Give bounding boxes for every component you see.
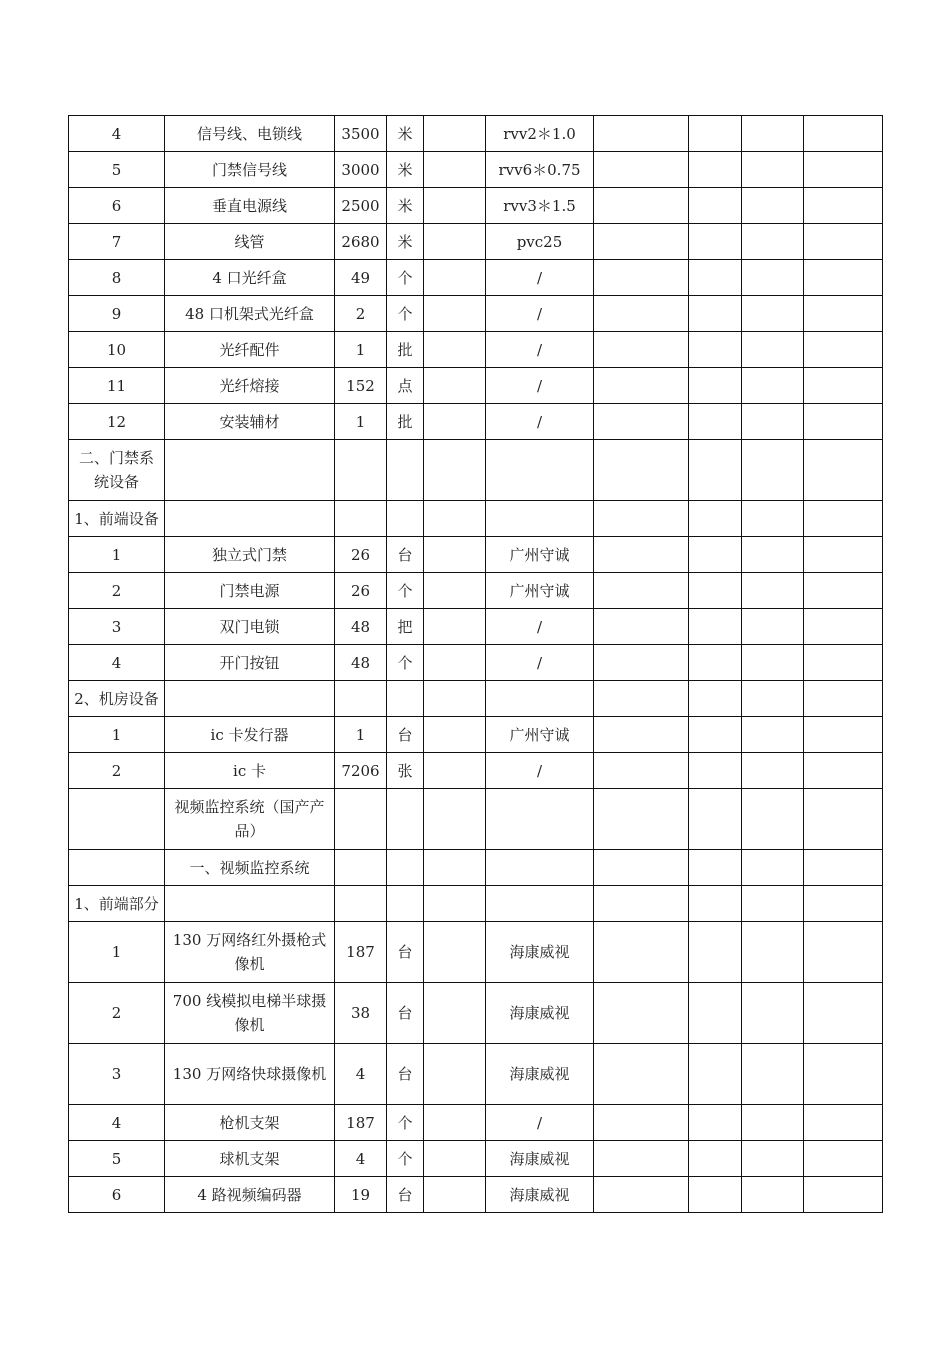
cell-blank: [424, 152, 486, 188]
cell-qty: 38: [335, 983, 387, 1044]
cell-brand: /: [486, 332, 594, 368]
cell-no: 6: [69, 188, 165, 224]
cell-blank: [804, 573, 883, 609]
cell-blank: [594, 188, 689, 224]
cell-blank: [742, 1044, 804, 1105]
cell-no: 7: [69, 224, 165, 260]
cell-blank: [594, 983, 689, 1044]
cell-blank: [424, 440, 486, 501]
cell-unit: [387, 440, 424, 501]
cell-blank: [424, 260, 486, 296]
cell-brand: /: [486, 260, 594, 296]
cell-blank: [742, 332, 804, 368]
cell-blank: [742, 609, 804, 645]
cell-qty: [335, 850, 387, 886]
cell-blank: [594, 1105, 689, 1141]
table-row: [69, 116, 883, 152]
cell-blank: [689, 152, 742, 188]
cell-no: 4: [69, 645, 165, 681]
cell-blank: [742, 1141, 804, 1177]
cell-blank: [689, 850, 742, 886]
table-row: [69, 404, 883, 440]
cell-blank: [804, 1044, 883, 1105]
cell-blank: [804, 789, 883, 850]
cell-unit: 米: [387, 152, 424, 188]
cell-qty: 1: [335, 717, 387, 753]
cell-blank: [689, 609, 742, 645]
cell-blank: [594, 332, 689, 368]
cell-name: 700 线模拟电梯半球摄像机: [165, 983, 335, 1044]
cell-blank: [804, 501, 883, 537]
cell-qty: [335, 501, 387, 537]
cell-blank: [594, 224, 689, 260]
cell-blank: [742, 260, 804, 296]
cell-no: 1、前端设备: [69, 501, 165, 537]
cell-brand: 海康威视: [486, 922, 594, 983]
cell-qty: 26: [335, 537, 387, 573]
cell-blank: [742, 296, 804, 332]
cell-blank: [742, 368, 804, 404]
cell-blank: [742, 886, 804, 922]
cell-unit: 台: [387, 983, 424, 1044]
cell-blank: [804, 1141, 883, 1177]
cell-qty: [335, 440, 387, 501]
cell-blank: [424, 717, 486, 753]
cell-blank: [424, 188, 486, 224]
table-row: [69, 609, 883, 645]
cell-name: 130 万网络红外摄枪式像机: [165, 922, 335, 983]
cell-blank: [594, 573, 689, 609]
cell-blank: [594, 609, 689, 645]
cell-blank: [689, 922, 742, 983]
cell-blank: [689, 1177, 742, 1213]
cell-brand: [486, 440, 594, 501]
cell-qty: 2680: [335, 224, 387, 260]
cell-name: [165, 440, 335, 501]
cell-no: 10: [69, 332, 165, 368]
cell-unit: 米: [387, 224, 424, 260]
cell-blank: [594, 645, 689, 681]
cell-no: 1: [69, 717, 165, 753]
cell-blank: [594, 368, 689, 404]
cell-blank: [804, 116, 883, 152]
table-row: [69, 368, 883, 404]
cell-blank: [742, 440, 804, 501]
cell-blank: [424, 116, 486, 152]
cell-unit: [387, 850, 424, 886]
table-row: [69, 188, 883, 224]
cell-blank: [594, 501, 689, 537]
cell-qty: [335, 886, 387, 922]
cell-blank: [594, 1044, 689, 1105]
cell-name: 双门电锁: [165, 609, 335, 645]
cell-qty: 1: [335, 332, 387, 368]
cell-blank: [804, 983, 883, 1044]
cell-blank: [742, 681, 804, 717]
table-row: [69, 789, 883, 850]
table-row: [69, 645, 883, 681]
cell-blank: [689, 116, 742, 152]
cell-blank: [804, 440, 883, 501]
cell-unit: 批: [387, 332, 424, 368]
table-row: [69, 983, 883, 1044]
cell-blank: [594, 440, 689, 501]
cell-blank: [804, 260, 883, 296]
cell-brand: /: [486, 609, 594, 645]
cell-blank: [742, 753, 804, 789]
cell-no: 二、门禁系统设备: [69, 440, 165, 501]
cell-name: 光纤熔接: [165, 368, 335, 404]
cell-blank: [804, 753, 883, 789]
cell-blank: [742, 1105, 804, 1141]
cell-unit: 米: [387, 116, 424, 152]
cell-blank: [804, 332, 883, 368]
cell-blank: [594, 296, 689, 332]
cell-blank: [424, 789, 486, 850]
cell-no: 11: [69, 368, 165, 404]
table-row: [69, 296, 883, 332]
table-row: [69, 440, 883, 501]
cell-blank: [424, 332, 486, 368]
cell-blank: [424, 922, 486, 983]
cell-brand: 广州守诚: [486, 537, 594, 573]
cell-qty: 3000: [335, 152, 387, 188]
cell-blank: [594, 1177, 689, 1213]
cell-blank: [424, 1141, 486, 1177]
cell-blank: [804, 681, 883, 717]
cell-brand: /: [486, 368, 594, 404]
cell-blank: [689, 753, 742, 789]
cell-blank: [804, 717, 883, 753]
cell-blank: [689, 260, 742, 296]
cell-name: 球机支架: [165, 1141, 335, 1177]
cell-no: 1: [69, 537, 165, 573]
cell-blank: [689, 1141, 742, 1177]
cell-brand: 海康威视: [486, 1177, 594, 1213]
cell-brand: 海康威视: [486, 1044, 594, 1105]
cell-blank: [689, 224, 742, 260]
cell-no: [69, 850, 165, 886]
cell-blank: [689, 645, 742, 681]
cell-blank: [424, 681, 486, 717]
cell-blank: [594, 789, 689, 850]
cell-unit: 个: [387, 1141, 424, 1177]
cell-no: 9: [69, 296, 165, 332]
cell-blank: [424, 1044, 486, 1105]
table-row: [69, 501, 883, 537]
cell-name: 光纤配件: [165, 332, 335, 368]
cell-blank: [804, 922, 883, 983]
cell-qty: 7206: [335, 753, 387, 789]
cell-brand: [486, 789, 594, 850]
cell-blank: [689, 332, 742, 368]
cell-name: 门禁信号线: [165, 152, 335, 188]
cell-blank: [689, 404, 742, 440]
table-row: [69, 152, 883, 188]
table-row: [69, 1141, 883, 1177]
cell-unit: 批: [387, 404, 424, 440]
cell-unit: [387, 789, 424, 850]
cell-unit: [387, 886, 424, 922]
table-row: [69, 850, 883, 886]
cell-qty: 187: [335, 922, 387, 983]
cell-qty: 4: [335, 1141, 387, 1177]
cell-blank: [689, 537, 742, 573]
cell-qty: [335, 789, 387, 850]
cell-blank: [594, 116, 689, 152]
cell-blank: [804, 609, 883, 645]
cell-name: 线管: [165, 224, 335, 260]
cell-blank: [742, 404, 804, 440]
cell-blank: [424, 404, 486, 440]
cell-no: 4: [69, 116, 165, 152]
cell-brand: 广州守诚: [486, 717, 594, 753]
cell-blank: [594, 152, 689, 188]
cell-qty: 2: [335, 296, 387, 332]
cell-qty: 187: [335, 1105, 387, 1141]
table-row: [69, 537, 883, 573]
cell-blank: [804, 404, 883, 440]
cell-brand: /: [486, 645, 594, 681]
cell-blank: [804, 645, 883, 681]
cell-blank: [594, 404, 689, 440]
cell-blank: [424, 537, 486, 573]
cell-blank: [742, 789, 804, 850]
cell-blank: [594, 681, 689, 717]
cell-blank: [804, 188, 883, 224]
cell-blank: [742, 922, 804, 983]
cell-name: ic 卡: [165, 753, 335, 789]
cell-blank: [742, 1177, 804, 1213]
cell-blank: [804, 886, 883, 922]
cell-no: 6: [69, 1177, 165, 1213]
cell-no: 3: [69, 1044, 165, 1105]
cell-blank: [742, 116, 804, 152]
cell-unit: 台: [387, 1177, 424, 1213]
cell-no: 12: [69, 404, 165, 440]
cell-no: 8: [69, 260, 165, 296]
cell-qty: 19: [335, 1177, 387, 1213]
cell-qty: 3500: [335, 116, 387, 152]
cell-brand: 海康威视: [486, 983, 594, 1044]
cell-blank: [804, 152, 883, 188]
cell-blank: [594, 753, 689, 789]
cell-qty: 2500: [335, 188, 387, 224]
cell-blank: [689, 717, 742, 753]
table-row: [69, 1044, 883, 1105]
table-row: [69, 922, 883, 983]
cell-name: ic 卡发行器: [165, 717, 335, 753]
cell-brand: [486, 681, 594, 717]
cell-blank: [424, 609, 486, 645]
cell-name: 4 口光纤盒: [165, 260, 335, 296]
cell-blank: [804, 296, 883, 332]
cell-blank: [689, 188, 742, 224]
cell-name: 视频监控系统（国产产品）: [165, 789, 335, 850]
cell-qty: 48: [335, 645, 387, 681]
cell-unit: 个: [387, 1105, 424, 1141]
cell-blank: [742, 152, 804, 188]
cell-brand: pvc25: [486, 224, 594, 260]
table-row: [69, 753, 883, 789]
cell-blank: [689, 983, 742, 1044]
cell-blank: [424, 753, 486, 789]
cell-brand: [486, 501, 594, 537]
cell-blank: [424, 983, 486, 1044]
cell-brand: /: [486, 753, 594, 789]
cell-name: 枪机支架: [165, 1105, 335, 1141]
cell-blank: [689, 886, 742, 922]
cell-no: 3: [69, 609, 165, 645]
cell-blank: [689, 1105, 742, 1141]
cell-blank: [689, 789, 742, 850]
cell-unit: 台: [387, 1044, 424, 1105]
cell-blank: [742, 717, 804, 753]
cell-unit: 个: [387, 645, 424, 681]
cell-unit: 台: [387, 922, 424, 983]
cell-blank: [424, 886, 486, 922]
table-row: [69, 717, 883, 753]
cell-blank: [742, 224, 804, 260]
cell-no: 4: [69, 1105, 165, 1141]
cell-no: 2: [69, 983, 165, 1044]
cell-unit: [387, 681, 424, 717]
cell-blank: [424, 501, 486, 537]
cell-blank: [424, 1177, 486, 1213]
cell-blank: [804, 368, 883, 404]
cell-blank: [804, 537, 883, 573]
cell-no: [69, 789, 165, 850]
cell-blank: [424, 296, 486, 332]
cell-unit: 把: [387, 609, 424, 645]
cell-blank: [594, 717, 689, 753]
cell-qty: 26: [335, 573, 387, 609]
cell-blank: [689, 501, 742, 537]
cell-blank: [689, 368, 742, 404]
cell-name: 信号线、电锁线: [165, 116, 335, 152]
cell-unit: 台: [387, 537, 424, 573]
cell-blank: [424, 850, 486, 886]
cell-name: 4 路视频编码器: [165, 1177, 335, 1213]
cell-brand: /: [486, 404, 594, 440]
cell-no: 2: [69, 573, 165, 609]
cell-unit: 个: [387, 296, 424, 332]
cell-unit: 米: [387, 188, 424, 224]
cell-brand: [486, 850, 594, 886]
cell-brand: 广州守诚: [486, 573, 594, 609]
cell-blank: [424, 224, 486, 260]
cell-unit: 点: [387, 368, 424, 404]
cell-name: [165, 886, 335, 922]
cell-blank: [424, 368, 486, 404]
cell-qty: 152: [335, 368, 387, 404]
cell-unit: 个: [387, 260, 424, 296]
cell-blank: [689, 1044, 742, 1105]
cell-name: [165, 501, 335, 537]
cell-qty: 49: [335, 260, 387, 296]
cell-brand: rvv3＊1.5: [486, 188, 594, 224]
cell-name: 开门按钮: [165, 645, 335, 681]
cell-brand: 海康威视: [486, 1141, 594, 1177]
cell-blank: [594, 1141, 689, 1177]
cell-name: 48 口机架式光纤盒: [165, 296, 335, 332]
cell-blank: [594, 922, 689, 983]
cell-unit: 台: [387, 717, 424, 753]
table-row: [69, 224, 883, 260]
cell-blank: [804, 1177, 883, 1213]
cell-blank: [424, 1105, 486, 1141]
cell-blank: [804, 1105, 883, 1141]
equipment-table: [68, 115, 883, 1213]
table-row: [69, 260, 883, 296]
cell-blank: [594, 886, 689, 922]
cell-unit: 张: [387, 753, 424, 789]
cell-blank: [689, 296, 742, 332]
cell-qty: 48: [335, 609, 387, 645]
cell-name: 垂直电源线: [165, 188, 335, 224]
cell-qty: 4: [335, 1044, 387, 1105]
cell-blank: [689, 440, 742, 501]
cell-blank: [804, 850, 883, 886]
cell-blank: [594, 260, 689, 296]
cell-blank: [594, 537, 689, 573]
cell-no: 5: [69, 152, 165, 188]
cell-no: 2: [69, 753, 165, 789]
cell-blank: [689, 681, 742, 717]
cell-name: 一、视频监控系统: [165, 850, 335, 886]
cell-blank: [424, 645, 486, 681]
cell-blank: [424, 573, 486, 609]
cell-blank: [594, 850, 689, 886]
cell-blank: [742, 850, 804, 886]
table-row: [69, 681, 883, 717]
cell-no: 5: [69, 1141, 165, 1177]
cell-blank: [742, 188, 804, 224]
cell-qty: 1: [335, 404, 387, 440]
cell-blank: [742, 645, 804, 681]
cell-blank: [742, 501, 804, 537]
cell-name: 安装辅材: [165, 404, 335, 440]
cell-name: [165, 681, 335, 717]
table-row: [69, 1177, 883, 1213]
cell-no: 2、机房设备: [69, 681, 165, 717]
cell-name: 130 万网络快球摄像机: [165, 1044, 335, 1105]
table-row: [69, 573, 883, 609]
cell-brand: rvv2＊1.0: [486, 116, 594, 152]
cell-qty: [335, 681, 387, 717]
cell-name: 门禁电源: [165, 573, 335, 609]
cell-blank: [742, 573, 804, 609]
table-row: [69, 886, 883, 922]
cell-brand: /: [486, 1105, 594, 1141]
cell-brand: rvv6＊0.75: [486, 152, 594, 188]
cell-blank: [689, 573, 742, 609]
cell-unit: [387, 501, 424, 537]
table-row: [69, 1105, 883, 1141]
cell-blank: [742, 983, 804, 1044]
cell-unit: 个: [387, 573, 424, 609]
cell-blank: [804, 224, 883, 260]
cell-brand: [486, 886, 594, 922]
cell-no: 1、前端部分: [69, 886, 165, 922]
cell-no: 1: [69, 922, 165, 983]
cell-name: 独立式门禁: [165, 537, 335, 573]
cell-brand: /: [486, 296, 594, 332]
cell-blank: [742, 537, 804, 573]
table-row: [69, 332, 883, 368]
